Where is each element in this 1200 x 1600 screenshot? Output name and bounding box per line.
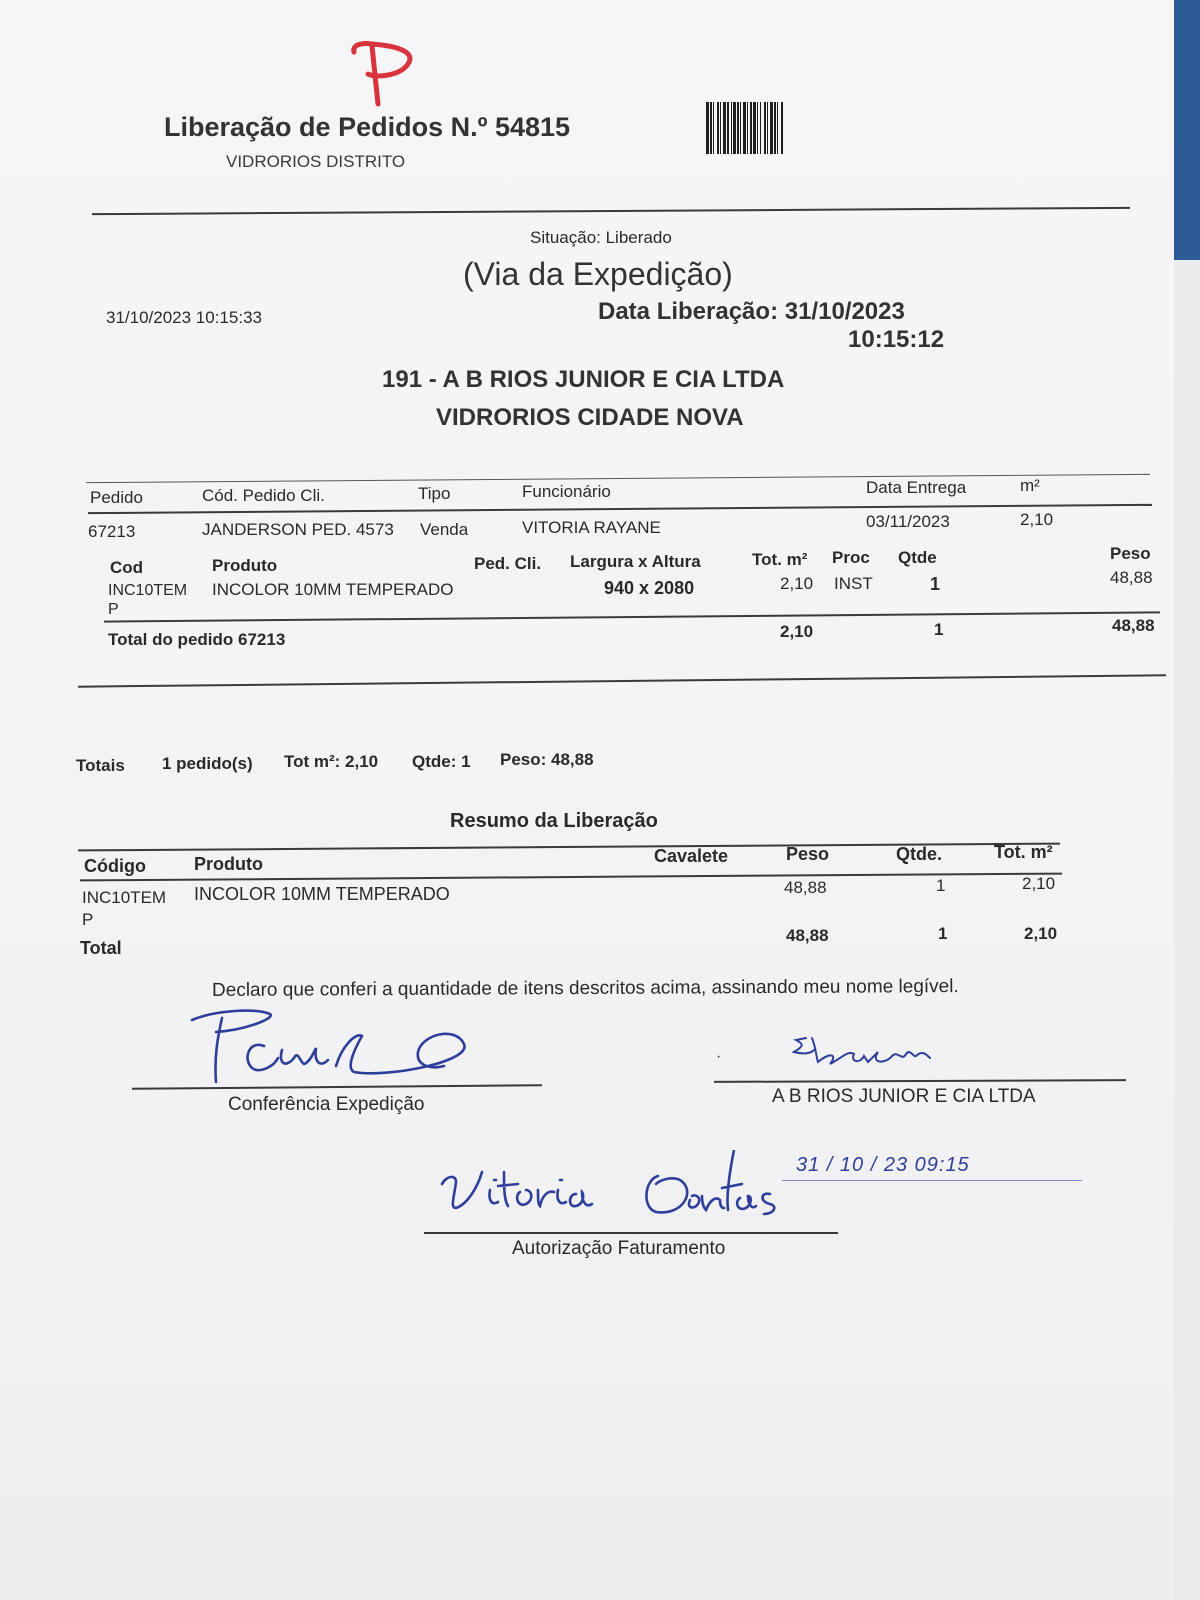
- company-signature-label: A B RIOS JUNIOR E CIA LTDA: [772, 1086, 1036, 1107]
- print-timestamp: 31/10/2023 10:15:33: [106, 308, 262, 327]
- order-total-qtde: 1: [934, 620, 944, 639]
- order-total-m2: 2,10: [780, 622, 814, 641]
- order-type: Venda: [420, 520, 469, 539]
- barcode-bar: [783, 102, 784, 154]
- header-rule: [92, 207, 1130, 215]
- release-date: Data Liberação: 31/10/2023: [598, 298, 905, 325]
- resumo-col-qtde: Qtde.: [896, 844, 943, 864]
- item-col-cod: Cod: [110, 558, 144, 577]
- resumo-col-peso: Peso: [786, 844, 830, 864]
- item-peso: 48,88: [1110, 568, 1153, 587]
- resumo-col-tot-m2: Tot. m²: [994, 842, 1053, 862]
- item-col-tot-m2: Tot. m²: [752, 550, 808, 569]
- handwritten-date: 31 / 10 / 23 09:15: [796, 1154, 970, 1176]
- item-col-qtde: Qtde: [898, 548, 937, 567]
- resumo-product: INCOLOR 10MM TEMPERADO: [194, 884, 450, 904]
- totals-pedidos: 1 pedido(s): [162, 754, 253, 773]
- resumo-col-produto: Produto: [194, 854, 263, 874]
- resumo-total-label: Total: [80, 938, 122, 958]
- resumo-title: Resumo da Liberação: [450, 810, 658, 832]
- item-dimensions: 940 x 2080: [604, 578, 695, 598]
- col-cod-pedido-cli: Cód. Pedido Cli.: [202, 486, 325, 505]
- order-total-label: Total do pedido 67213: [108, 630, 286, 649]
- document-title: Liberação de Pedidos N.º 54815: [164, 112, 571, 142]
- item-col-largura-altura: Largura x Altura: [570, 552, 701, 571]
- via-heading: (Via da Expedição): [463, 256, 733, 292]
- resumo-total-peso: 48,88: [786, 926, 829, 945]
- signature-autorizacao: [434, 1150, 814, 1232]
- item-col-peso: Peso: [1110, 544, 1151, 563]
- background-edge: [1174, 0, 1200, 260]
- resumo-col-cavalete: Cavalete: [654, 846, 729, 866]
- order-table-bottom-rule: [78, 674, 1166, 687]
- order-total-peso: 48,88: [1112, 616, 1155, 635]
- handwritten-p-mark: [342, 38, 422, 108]
- col-m2: m²: [1020, 476, 1040, 495]
- resumo-total-qtde: 1: [938, 924, 948, 943]
- col-pedido: Pedido: [90, 488, 143, 507]
- client-name: 191 - A B RIOS JUNIOR E CIA LTDA: [382, 366, 785, 393]
- item-tot-m2: 2,10: [780, 574, 814, 593]
- autorizacao-signature-line: [424, 1232, 838, 1234]
- item-col-ped-cli: Ped. Cli.: [474, 554, 542, 573]
- declaration-text: Declaro que conferi a quantidade de itens descritos acima, assinando meu nome legível.: [211, 976, 959, 1001]
- item-code-line2: P: [108, 601, 119, 618]
- col-funcionario: Funcionário: [522, 482, 611, 501]
- item-col-produto: Produto: [212, 556, 278, 575]
- resumo-peso: 48,88: [784, 878, 827, 897]
- signature-conferencia: [186, 1006, 486, 1086]
- order-employee: VITORIA RAYANE: [522, 518, 661, 537]
- order-table-top-rule: [86, 474, 1150, 483]
- autorizacao-label: Autorização Faturamento: [512, 1238, 726, 1259]
- company-name: VIDRORIOS DISTRITO: [226, 152, 406, 171]
- totals-label: Totais: [76, 756, 125, 775]
- company-signature-line: [714, 1079, 1126, 1083]
- client-store: VIDRORIOS CIDADE NOVA: [436, 404, 744, 431]
- totals-peso: Peso: 48,88: [500, 750, 594, 769]
- order-m2: 2,10: [1020, 510, 1054, 529]
- resumo-qtde: 1: [936, 876, 946, 895]
- resumo-tot-m2: 2,10: [1022, 874, 1056, 893]
- resumo-total-tot-m2: 2,10: [1024, 924, 1058, 943]
- item-qtde: 1: [930, 574, 941, 594]
- status-text: Situação: Liberado: [530, 228, 672, 247]
- conferencia-label: Conferência Expedição: [228, 1094, 425, 1115]
- item-code-line1: INC10TEM: [108, 582, 188, 599]
- order-delivery-date: 03/11/2023: [866, 512, 950, 531]
- barcode: [706, 102, 886, 154]
- item-product: INCOLOR 10MM TEMPERADO: [212, 580, 454, 599]
- col-data-entrega: Data Entrega: [866, 478, 967, 497]
- col-tipo: Tipo: [418, 484, 451, 503]
- signature-company: [790, 1032, 960, 1076]
- order-total-rule: [104, 611, 1160, 622]
- item-proc: INST: [834, 574, 873, 593]
- order-number: 67213: [88, 522, 136, 541]
- resumo-code-line2: P: [82, 910, 94, 929]
- item-col-proc: Proc: [832, 548, 870, 567]
- signature-dot: ·: [716, 1048, 722, 1065]
- resumo-col-codigo: Código: [84, 856, 146, 876]
- order-client-code: JANDERSON PED. 4573: [202, 520, 394, 539]
- resumo-code-line1: INC10TEM: [82, 888, 167, 907]
- release-time: 10:15:12: [848, 326, 945, 353]
- handwritten-date-underline: [782, 1180, 1082, 1181]
- totals-qtde: Qtde: 1: [412, 752, 471, 771]
- totals-tot-m2: Tot m²: 2,10: [284, 752, 379, 771]
